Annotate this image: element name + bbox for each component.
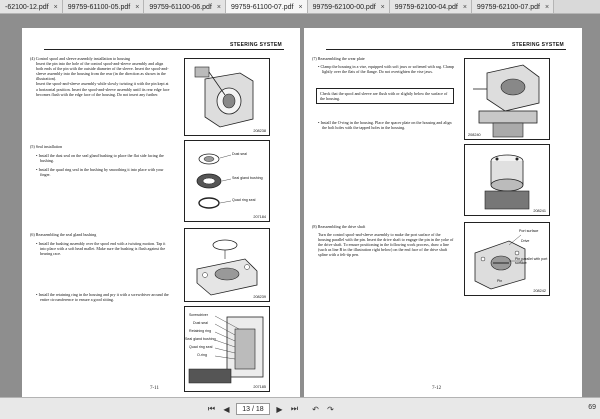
tab-62100-00[interactable] xyxy=(308,0,390,14)
close-icon[interactable]: × xyxy=(380,3,385,11)
bullet-text: Install the O-ring in the housing. Place the spacer plate on the housing and align the bolt holes with the tapped holes in the housing. xyxy=(320,120,452,131)
figure-number: 208239 xyxy=(253,295,266,299)
close-icon[interactable]: × xyxy=(53,3,58,11)
tab-label: 99759-62100-04.pdf xyxy=(394,3,458,11)
figure-bushing-assembly xyxy=(184,228,270,302)
figure-wear-plate xyxy=(464,144,550,216)
figure-number: 207184 xyxy=(253,215,266,219)
figure-retaining-ring xyxy=(184,306,270,392)
next-page-icon[interactable]: ▶ xyxy=(276,404,283,414)
section-8-body: Turn the control spool-and-sleeve assembly to make the port surface of the housing parallel with the pin. Insert the drive shaft to engage the pin in the yoke of the drive shaft. To ensure positioning in the following work process, draw a line (such as line B in the illustration right below) on the end face of the drive shaft spline with a felt-tip pen. xyxy=(318,232,454,258)
label-quad-ring-seal: Quad ring seal xyxy=(189,345,213,349)
tab-label: 99759-62100-00.pdf xyxy=(312,3,376,11)
first-page-icon[interactable]: ⏮ xyxy=(207,404,216,413)
wear-plate-illustration xyxy=(465,145,550,216)
page-right xyxy=(304,28,582,397)
section-5-bullet-1: • Install the dust seal on the seal gland bushing to place the flat side facing the bushing. xyxy=(36,153,164,164)
header-rule xyxy=(326,49,566,50)
label-drive: Drive xyxy=(521,239,530,243)
label-port-surface: Port surface xyxy=(519,229,539,233)
bullet-text: Install the dust seal on the seal gland bushing to place the flat side facing the bushing. xyxy=(38,153,164,164)
back-icon[interactable]: ↶ xyxy=(312,404,319,414)
figure-number: 207185 xyxy=(253,385,266,389)
bullet-text: Install the retaining ring in the housing and pry it with a screwdriver around the entire circumference to ensure a good sitting. xyxy=(38,292,169,303)
document-viewer[interactable] xyxy=(0,14,600,397)
tab-62100-04[interactable] xyxy=(390,0,472,14)
label-retaining-ring: Retaining ring xyxy=(189,329,212,333)
previous-page-icon[interactable]: ◀ xyxy=(223,404,230,414)
bullet-text: Clamp the housing in a vise, equipped with soft jaws or softened with rag. Clamp lightly over the flats of the flange. Do not overtighten the vise jaws. xyxy=(320,64,454,75)
vise-illustration xyxy=(465,59,550,140)
bushing-illustration xyxy=(185,229,270,302)
page-navigation xyxy=(206,403,336,415)
close-icon[interactable]: × xyxy=(216,3,221,11)
page-header: STEERING SYSTEM xyxy=(229,42,282,48)
figure-number: 208242 xyxy=(533,289,546,293)
figure-vise-clamp xyxy=(464,58,550,140)
section-4-title: (4) Control spool and sleeve assembly installation to housing xyxy=(30,56,131,61)
figure-seal-parts xyxy=(184,140,270,222)
tab-62100-07[interactable] xyxy=(472,0,554,14)
figure-drive-shaft xyxy=(464,222,550,296)
label-screwdriver: Screwdriver xyxy=(189,313,208,317)
figure-number: 208238 xyxy=(253,129,266,133)
tab-bar xyxy=(0,0,600,14)
zoom-level[interactable]: 69 xyxy=(588,404,596,411)
label-o-ring: O-ring xyxy=(197,353,207,357)
tab-label: 99759-61100-06.pdf xyxy=(149,3,212,11)
label-seal-gland-bushing: Seal gland bushing xyxy=(232,176,263,180)
tab-label: -62100-12.pdf xyxy=(5,3,49,11)
seal-parts-illustration xyxy=(185,141,270,222)
tab-62100-12[interactable] xyxy=(0,0,63,14)
close-icon[interactable]: × xyxy=(135,3,140,11)
tab-label: 99759-61100-05.pdf xyxy=(67,3,131,11)
forward-icon[interactable]: ↷ xyxy=(327,404,334,414)
figure-number: 208241 xyxy=(533,209,546,213)
section-8 xyxy=(312,224,454,258)
tab-61100-07[interactable] xyxy=(226,0,308,14)
section-4-body-2: Insert the spool-and-sleeve assembly while slowly twisting it with the pin kept at a horizontal position. Insert the spool-and-sleeve assembly until its rear edge face becomes flush with the edge face of the housing. Do not insert any further. xyxy=(36,81,170,97)
section-4-body: Insert the pin into the hole of the control spool-and-sleeve assembly and align both ends of the pin with the outside diameter of the sleeve. Insert the spool-and-sleeve assembly into the housing from the rear (in the direction as shown in the illustration). xyxy=(36,61,169,82)
bullet-text: Install the quad ring seal in the bushing by smoothing it into place with your finger. xyxy=(38,167,164,178)
close-icon[interactable]: × xyxy=(298,3,303,11)
section-7-bullet-2: • Install the O-ring in the housing. Place the spacer plate on the housing and align the bolt holes with the tapped holes in the housing. xyxy=(318,120,452,131)
label-pin-parallel: Pin parallel with port surface xyxy=(515,257,548,265)
close-icon[interactable]: × xyxy=(462,3,467,11)
section-5-bullet-2: • Install the quad ring seal in the bushing by smoothing it into place with your finger. xyxy=(36,167,164,178)
section-6-bullet-2: • Install the retaining ring in the housing and pry it with a screwdriver around the entire circumference to ensure a good sitting. xyxy=(36,292,169,303)
figure-number: 208240 xyxy=(468,133,481,137)
close-icon[interactable]: × xyxy=(544,3,550,11)
page-number: 7-12 xyxy=(432,386,442,391)
header-rule xyxy=(44,49,284,50)
page-left xyxy=(22,28,300,397)
section-7-bullet-1: • Clamp the housing in a vise, equipped with soft jaws or softened with rag. Clamp lightly over the flats of the flange. Do not overtighten the vise jaws. xyxy=(318,64,454,75)
retaining-ring-illustration xyxy=(185,307,270,392)
page-header: STEERING SYSTEM xyxy=(511,42,564,48)
section-5-title: (5) Seal installation xyxy=(30,144,63,149)
note-box: Check that the spool and sleeve are flush with or slightly below the surface of the housing. xyxy=(316,88,454,104)
section-6 xyxy=(30,232,170,303)
page-number-input[interactable]: 13 / 18 xyxy=(236,403,270,415)
figure-spool-housing xyxy=(184,58,270,136)
tab-label: 99759-62100-07.pdf xyxy=(476,3,540,11)
section-4 xyxy=(30,56,170,97)
label-dust-seal: Dust seal xyxy=(193,321,208,325)
last-page-icon[interactable]: ⏭ xyxy=(290,404,299,413)
tab-61100-06[interactable] xyxy=(144,0,226,14)
tab-61100-05[interactable] xyxy=(63,0,145,14)
label-dust-seal: Dust seal xyxy=(232,152,247,156)
section-6-title: (6) Reassembling the seal gland bushing xyxy=(30,232,97,237)
label-pin: Pin xyxy=(497,279,503,283)
section-5 xyxy=(30,144,170,177)
section-8-title: (8) Reassembling the drive shaft xyxy=(312,224,366,229)
page-number: 7-11 xyxy=(150,386,159,391)
section-7 xyxy=(312,56,454,74)
label-quad-ring-seal: Quad ring seal xyxy=(232,198,256,202)
bullet-text: Install the bushing assembly over the spool end with a twisting motion. Tap it into place with a soft head mallet. Make sure the bushing is flush against the bearing race. xyxy=(38,241,166,257)
tab-label: 99759-61100-07.pdf xyxy=(230,3,294,11)
section-6-bullet-1: • Install the bushing assembly over the spool end with a twisting motion. Tap it into place with a soft head mallet. Make sure the bushing is flush against the bearing race. xyxy=(36,241,166,257)
bottom-toolbar xyxy=(0,397,600,419)
section-7-title: (7) Reassembling the wear plate xyxy=(312,56,365,61)
label-seal-gland-bushing: Seal gland bushing xyxy=(185,337,216,341)
section-7-continued xyxy=(312,120,454,130)
housing-illustration xyxy=(185,59,270,136)
